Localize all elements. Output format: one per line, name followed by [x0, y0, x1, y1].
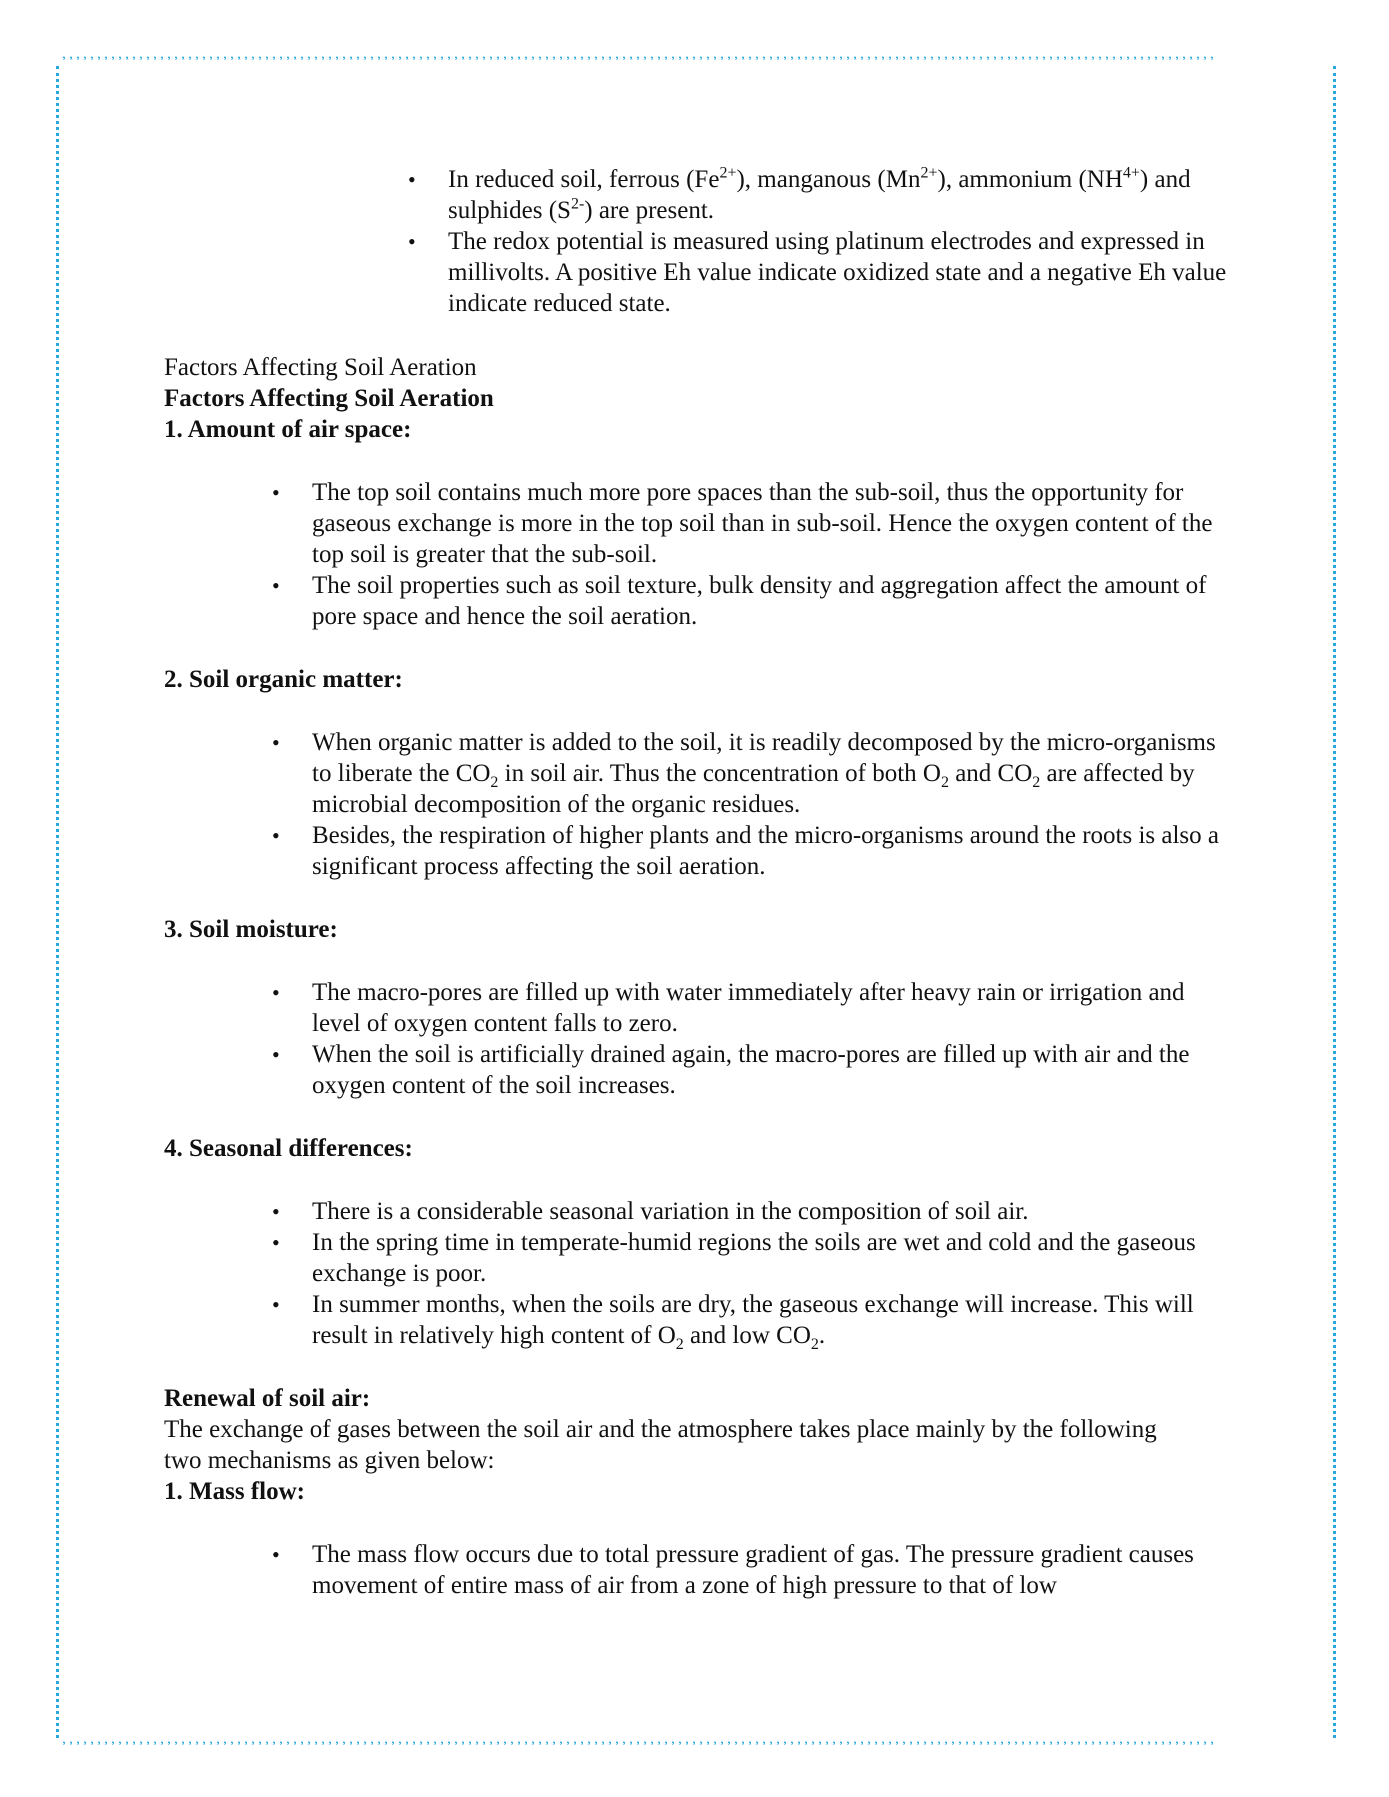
subsection-title: 4. Seasonal differences: [164, 1135, 413, 1162]
page-border-bottom: ,,,,,,,,,,,,,,,,,,,,,,,,,,,,,,,,,,,,,,,,,,,,,,,,,,,,,,,,,,,,,,,,,,,,,,,,,,,,,,,,,,,,,,,,,,,,,,,,,,,,,,,,,,,,,,,,,,,,,,,,,,,,,,,,,,,,,,,,,,,,,,,,,,,,,,,,,,,,,,,,,,,,, [62, 1733, 1217, 1745]
list-item: • Besides, the respiration of higher plants and the micro-organisms around the roots is also a significant process affecting the soil aeration. [312, 820, 1222, 882]
list-item: • The soil properties such as soil texture, bulk density and aggregation affect the amount of pore space and hence the soil aeration. [312, 570, 1228, 632]
subsection-title: 1. Mass flow: [164, 1478, 305, 1505]
bullet-list [312, 727, 1222, 882]
list-item: • When organic matter is added to the soil, it is readily decomposed by the micro-organisms to liberate the $CO_2$ in soil air. Thus the concentration of both $O_2$ and $CO_2$ are affected by microbial decomposition of the organic residues. [312, 727, 1222, 820]
paragraph: The exchange of gases between the soil air and the atmosphere takes place mainly by the following two mechanisms as given below: [164, 1416, 1157, 1474]
list-item: • The macro-pores are filled up with water immediately after heavy rain or irrigation and level of oxygen content falls to zero. [312, 977, 1228, 1039]
bullet-list [312, 477, 1228, 632]
page-border-top: ,,,,,,,,,,,,,,,,,,,,,,,,,,,,,,,,,,,,,,,,,,,,,,,,,,,,,,,,,,,,,,,,,,,,,,,,,,,,,,,,,,,,,,,,,,,,,,,,,,,,,,,,,,,,,,,,,,,,,,,,,,,,,,,,,,,,,,,,,,,,,,,,,,,,,,,,,,,,,,,,,,,,, [62, 48, 1217, 60]
subsection-title: 2. Soil organic matter: [164, 666, 403, 693]
subsection-title: 3. Soil moisture: [164, 916, 338, 943]
section-heading: Factors Affecting Soil Aeration [164, 385, 494, 412]
section-heading-plain: Factors Affecting Soil Aeration [164, 354, 477, 381]
bullet-list [312, 1196, 1218, 1351]
list-item: • In the spring time in temperate-humid regions the soils are wet and cold and the gaseous exchange is poor. [312, 1227, 1218, 1289]
list-item: • There is a considerable seasonal variation in the composition of soil air. [312, 1196, 1218, 1227]
bullet-list [312, 977, 1228, 1101]
list-item: • The top soil contains much more pore spaces than the sub-soil, thus the opportunity for gaseous exchange is more in the top soil than in sub-soil. Hence the oxygen content of the top soil is greater that the sub-soil. [312, 477, 1228, 570]
list-item: • When the soil is artificially drained again, the macro-pores are filled up with air and the oxygen content of the soil increases. [312, 1039, 1228, 1101]
intro-bullet-list [448, 164, 1228, 319]
subsection-title: Renewal of soil air: [164, 1385, 371, 1412]
bullet-list [312, 1539, 1218, 1601]
list-item: • In summer months, when the soils are dry, the gaseous exchange will increase. This will result in relatively high content of $O_2$ and low $CO_2$. [312, 1289, 1218, 1351]
list-item: • The redox potential is measured using platinum electrodes and expressed in millivolts. A positive Eh value indicate oxidized state and a negative Eh value indicate reduced state. [448, 226, 1228, 319]
list-item: • The mass flow occurs due to total pressure gradient of gas. The pressure gradient causes movement of entire mass of air from a zone of high pressure to that of low [312, 1539, 1218, 1601]
list-item: • In reduced soil, ferrous $(Fe^{2+})$, manganous $(Mn^{2+})$, ammonium $(NH^{4+})$ and sulphides $(S^{2-})$ are present. [448, 164, 1228, 226]
subsection-title: 1. Amount of air space: [164, 416, 412, 443]
